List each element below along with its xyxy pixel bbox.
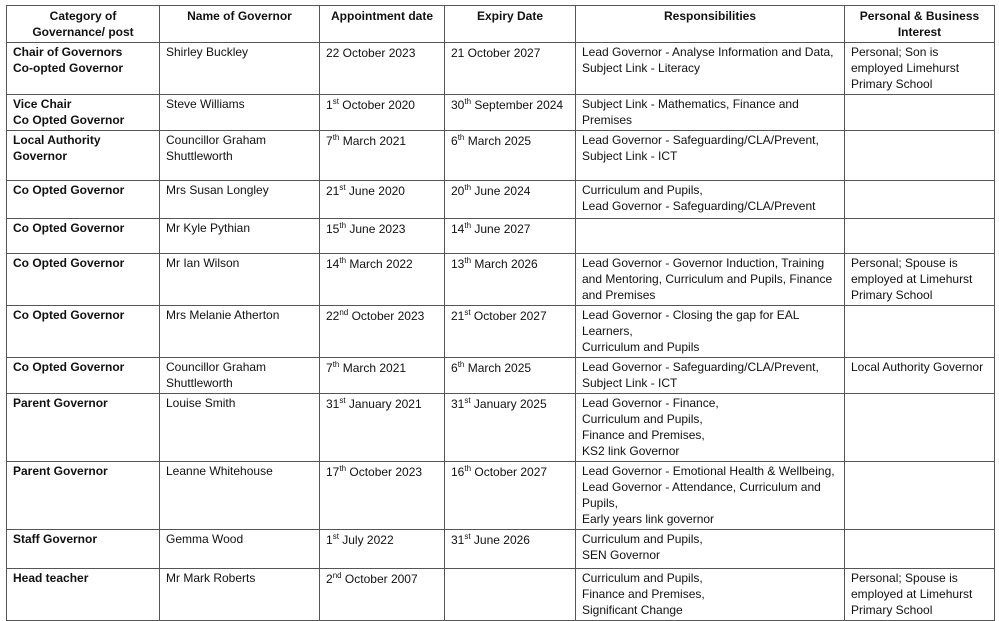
name-cell [160, 219, 320, 254]
appointment-date: 7th March 2021 [326, 360, 407, 375]
name-line: Mrs Melanie Atherton [166, 308, 280, 322]
category-line: Head teacher [13, 571, 89, 585]
table-row [7, 394, 995, 462]
expiry-cell [445, 358, 576, 394]
table-row [7, 358, 995, 394]
expiry-date-ordinal: th [464, 256, 472, 265]
expiry-cell [445, 131, 576, 181]
appointment-cell [320, 530, 445, 569]
interest-cell [845, 569, 995, 621]
responsibility-line: Pupils, [582, 496, 619, 510]
interest-line: Primary School [851, 603, 933, 617]
name-cell [160, 131, 320, 181]
responsibility-line: Subject Link - ICT [582, 149, 678, 163]
expiry-cell [445, 181, 576, 219]
appointment-date: 1st October 2020 [326, 97, 415, 112]
responsibility-line: Lead Governor - Safeguarding/CLA/Prevent [582, 199, 816, 213]
expiry-date: 6th March 2025 [451, 360, 532, 375]
responsibility-line: and Premises [582, 288, 656, 302]
interest-cell [845, 306, 995, 358]
name-line: Steve Williams [166, 97, 245, 111]
responsibility-line: Lead Governor - Governor Induction, Training [582, 256, 825, 270]
appointment-cell [320, 95, 445, 131]
appointment-cell [320, 131, 445, 181]
appointment-date-ordinal: st [339, 396, 346, 405]
responsibility-line: Learners, [582, 324, 633, 338]
name-cell [160, 462, 320, 530]
interest-cell [845, 394, 995, 462]
header-interest: Personal & Business Interest [845, 6, 995, 43]
table-row [7, 569, 995, 621]
responsibility-line: Lead Governor - Safeguarding/CLA/Prevent, [582, 360, 819, 374]
responsibilities-cell [576, 181, 845, 219]
name-cell [160, 530, 320, 569]
category-line: Co Opted Governor [13, 113, 125, 127]
expiry-date: 14th June 2027 [451, 221, 531, 236]
expiry-date-ordinal: th [464, 183, 472, 192]
category-line: Parent Governor [13, 396, 108, 410]
appointment-date: 1st July 2022 [326, 532, 394, 547]
responsibility-line: Lead Governor - Emotional Health & Wellbeing, [582, 464, 835, 478]
appointment-cell [320, 394, 445, 462]
appointment-date-ordinal: nd [339, 308, 349, 317]
name-cell [160, 254, 320, 306]
interest-line: employed Limehurst [851, 61, 960, 75]
interest-line: Personal; Spouse is [851, 571, 958, 585]
category-line: Co Opted Governor [13, 183, 125, 197]
interest-cell [845, 131, 995, 181]
category-cell [7, 530, 160, 569]
responsibility-line: Subject Link - Mathematics, Finance and [582, 97, 799, 111]
expiry-date: 21st October 2027 [451, 308, 547, 323]
category-line: Co Opted Governor [13, 221, 125, 235]
name-line: Gemma Wood [166, 532, 244, 546]
responsibility-line: Lead Governor - Analyse Information and Data, [582, 45, 834, 59]
category-cell [7, 254, 160, 306]
header-responsibilities: Responsibilities [576, 6, 845, 43]
expiry-cell [445, 95, 576, 131]
name-line: Mr Kyle Pythian [166, 221, 251, 235]
expiry-cell [445, 462, 576, 530]
name-cell [160, 394, 320, 462]
responsibility-line: Lead Governor - Finance, [582, 396, 719, 410]
category-cell [7, 131, 160, 181]
name-line: Mrs Susan Longley [166, 183, 269, 197]
appointment-date-ordinal: th [332, 360, 340, 369]
table-row [7, 95, 995, 131]
appointment-date: 7th March 2021 [326, 133, 407, 148]
expiry-cell [445, 306, 576, 358]
name-line: Shuttleworth [166, 376, 233, 390]
category-line: Staff Governor [13, 532, 98, 546]
expiry-date-ordinal: th [457, 360, 465, 369]
interest-cell [845, 254, 995, 306]
interest-line: employed at Limehurst [851, 587, 973, 601]
responsibility-line: Lead Governor - Closing the gap for EAL [582, 308, 800, 322]
interest-cell [845, 43, 995, 95]
interest-line: Personal; Son is [851, 45, 939, 59]
name-line: Louise Smith [166, 396, 236, 410]
expiry-date-ordinal: th [464, 97, 472, 106]
category-cell [7, 394, 160, 462]
responsibility-line: Premises [582, 113, 633, 127]
appointment-cell [320, 43, 445, 95]
expiry-date [451, 570, 569, 571]
responsibility-line: Significant Change [582, 603, 683, 617]
appointment-cell [320, 462, 445, 530]
appointment-date-ordinal: th [339, 221, 347, 230]
expiry-date-ordinal: th [457, 133, 465, 142]
responsibility-line: KS2 link Governor [582, 444, 680, 458]
appointment-date: 21st June 2020 [326, 183, 405, 198]
responsibilities-cell [576, 530, 845, 569]
category-line: Co-opted Governor [13, 61, 123, 75]
responsibilities-cell [576, 95, 845, 131]
appointment-cell [320, 358, 445, 394]
responsibilities-cell [576, 254, 845, 306]
header-expiry-date: Expiry Date [445, 6, 576, 43]
interest-line: Local Authority Governor [851, 360, 984, 374]
responsibility-line: Subject Link - Literacy [582, 61, 701, 75]
responsibility-line: SEN Governor [582, 548, 661, 562]
appointment-date-ordinal: st [332, 532, 339, 541]
responsibility-line: Subject Link - ICT [582, 376, 678, 390]
appointment-date-ordinal: nd [332, 571, 342, 580]
table-row [7, 462, 995, 530]
name-line: Councillor Graham [166, 133, 267, 147]
header-name: Name of Governor [160, 6, 320, 43]
category-cell [7, 569, 160, 621]
name-line: Councillor Graham [166, 360, 267, 374]
category-line: Co Opted Governor [13, 308, 125, 322]
expiry-cell [445, 530, 576, 569]
name-line: Mr Mark Roberts [166, 571, 256, 585]
header-row [7, 6, 995, 43]
expiry-date: 20th June 2024 [451, 183, 531, 198]
table-row [7, 306, 995, 358]
responsibility-line: Finance and Premises, [582, 587, 705, 601]
appointment-date-ordinal: th [332, 133, 340, 142]
interest-cell [845, 95, 995, 131]
table-row [7, 131, 995, 181]
interest-cell [845, 358, 995, 394]
expiry-cell [445, 254, 576, 306]
category-cell [7, 43, 160, 95]
interest-cell [845, 219, 995, 254]
category-cell [7, 462, 160, 530]
category-line: Local Authority [13, 133, 101, 147]
table-row [7, 530, 995, 569]
expiry-date-ordinal: st [464, 532, 471, 541]
expiry-date: 31st January 2025 [451, 396, 547, 411]
responsibilities-cell [576, 43, 845, 95]
interest-cell [845, 181, 995, 219]
header-appointment-date: Appointment date [320, 6, 445, 43]
appointment-date-ordinal: st [339, 183, 346, 192]
responsibility-line: Curriculum and Pupils, [582, 183, 703, 197]
responsibilities-cell [576, 569, 845, 621]
responsibilities-cell [576, 219, 845, 254]
responsibility-line: Curriculum and Pupils, [582, 571, 703, 585]
category-cell [7, 306, 160, 358]
expiry-date: 6th March 2025 [451, 133, 532, 148]
appointment-cell [320, 254, 445, 306]
category-cell [7, 95, 160, 131]
name-cell [160, 95, 320, 131]
governors-table [6, 5, 995, 621]
interest-cell [845, 462, 995, 530]
appointment-date: 2nd October 2007 [326, 571, 418, 586]
responsibility-line: Lead Governor - Safeguarding/CLA/Prevent, [582, 133, 819, 147]
appointment-date-ordinal: th [339, 256, 347, 265]
expiry-date-ordinal: st [464, 396, 471, 405]
name-cell [160, 306, 320, 358]
expiry-date-ordinal: th [464, 464, 472, 473]
table-row [7, 43, 995, 95]
expiry-cell [445, 43, 576, 95]
appointment-cell [320, 219, 445, 254]
category-line: Governor [13, 149, 68, 163]
responsibility-line: and Mentoring, Curriculum and Pupils, Finance [582, 272, 833, 286]
expiry-date: 31st June 2026 [451, 532, 530, 547]
category-line: Co Opted Governor [13, 256, 125, 270]
expiry-date: 13th March 2026 [451, 256, 538, 271]
interest-line: Primary School [851, 77, 933, 91]
table-row [7, 219, 995, 254]
interest-cell [845, 530, 995, 569]
category-line: Chair of Governors [13, 45, 123, 59]
appointment-date: 22 October 2023 [326, 46, 416, 60]
table-row [7, 181, 995, 219]
appointment-cell [320, 306, 445, 358]
name-cell [160, 358, 320, 394]
appointment-date-ordinal: st [332, 97, 339, 106]
responsibility-line: Curriculum and Pupils, [582, 532, 703, 546]
expiry-date: 21 October 2027 [451, 46, 541, 60]
expiry-date: 16th October 2027 [451, 464, 548, 479]
appointment-date-ordinal: th [339, 464, 347, 473]
expiry-date: 30th September 2024 [451, 97, 564, 112]
responsibility-line: Lead Governor - Attendance, Curriculum and [582, 480, 821, 494]
responsibilities-cell [576, 394, 845, 462]
category-cell [7, 181, 160, 219]
name-line: Shirley Buckley [166, 45, 249, 59]
interest-line: Primary School [851, 288, 933, 302]
appointment-cell [320, 569, 445, 621]
table-row [7, 254, 995, 306]
appointment-date: 14th March 2022 [326, 256, 413, 271]
name-line: Leanne Whitehouse [166, 464, 273, 478]
expiry-date-ordinal: th [464, 221, 472, 230]
responsibility-line: Curriculum and Pupils, [582, 412, 703, 426]
appointment-date: 22nd October 2023 [326, 308, 425, 323]
expiry-cell [445, 394, 576, 462]
header-category: Category of Governance/ post [7, 6, 160, 43]
responsibilities-cell [576, 306, 845, 358]
responsibility-line: Curriculum and Pupils [582, 340, 700, 354]
responsibility-line: Finance and Premises, [582, 428, 705, 442]
interest-line: Personal; Spouse is [851, 256, 958, 270]
name-cell [160, 181, 320, 219]
category-cell [7, 219, 160, 254]
expiry-date-ordinal: st [464, 308, 471, 317]
expiry-cell [445, 219, 576, 254]
appointment-cell [320, 181, 445, 219]
category-line: Vice Chair [13, 97, 72, 111]
responsibilities-cell [576, 462, 845, 530]
expiry-cell [445, 569, 576, 621]
name-cell [160, 43, 320, 95]
name-line: Mr Ian Wilson [166, 256, 240, 270]
name-line: Shuttleworth [166, 149, 233, 163]
appointment-date: 15th June 2023 [326, 221, 406, 236]
category-cell [7, 358, 160, 394]
name-cell [160, 569, 320, 621]
responsibility-line: Early years link governor [582, 512, 715, 526]
category-line: Co Opted Governor [13, 360, 125, 374]
responsibilities-cell [576, 358, 845, 394]
appointment-date: 31st January 2021 [326, 396, 422, 411]
interest-line: employed at Limehurst [851, 272, 973, 286]
appointment-date: 17th October 2023 [326, 464, 423, 479]
category-line: Parent Governor [13, 464, 108, 478]
responsibilities-cell [576, 131, 845, 181]
